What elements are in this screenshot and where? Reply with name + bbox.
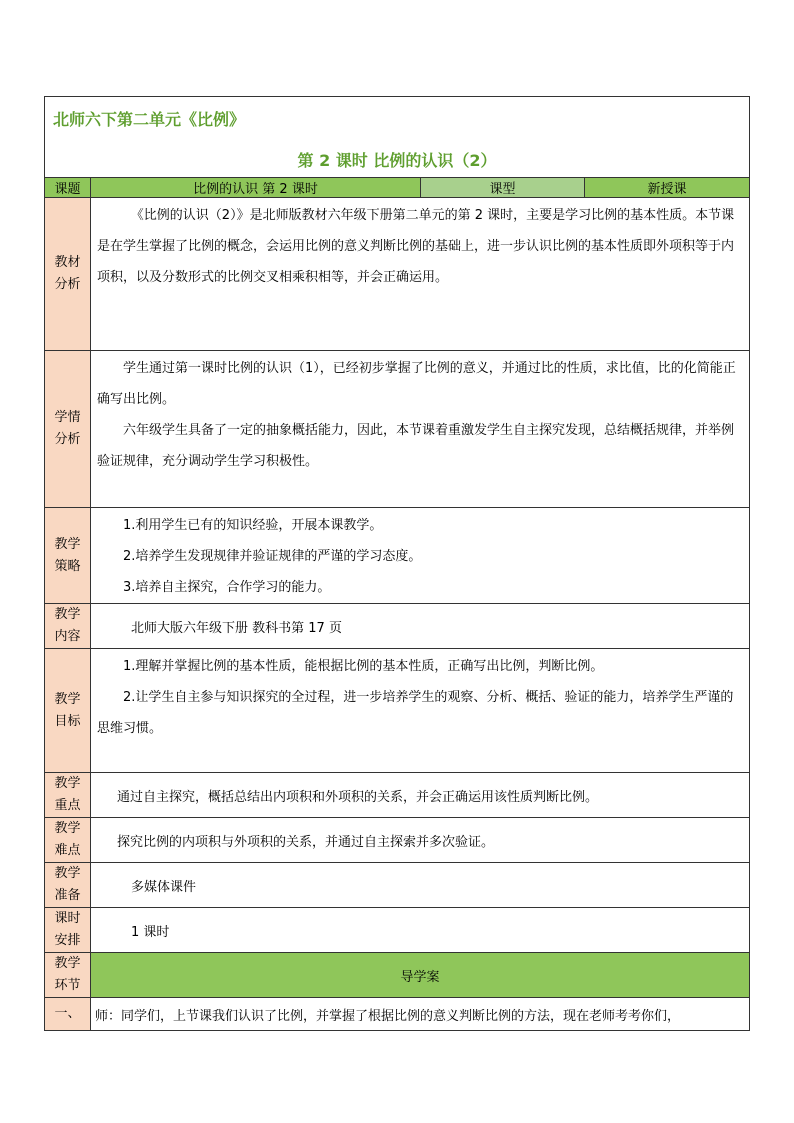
key-points-text: 通过自主探究，概括总结出内项积和外项积的关系，并会正确运用该性质判断比例。 [91, 773, 750, 818]
info-row [45, 178, 750, 198]
list-item: 1.理解并掌握比例的基本性质，能根据比例的基本性质，正确写出比例，判断比例。 [123, 659, 604, 674]
list-item: 3.培养自主探究，合作学习的能力。 [123, 580, 331, 595]
topic-label: 课题 [45, 178, 91, 198]
textbook-analysis-row [45, 198, 750, 351]
strategy-row [45, 508, 750, 604]
topic-value: 比例的认识 第 2 课时 [91, 178, 421, 198]
list-item: 2.让学生自主参与知识探究的全过程，进一步培养学生的观察、分析、概括、验证的能力，培养学生严谨的思维习惯。 [97, 690, 734, 736]
key-points-label: 教学 重点 [45, 773, 91, 818]
difficulties-row [45, 818, 750, 863]
preparation-label: 教学 准备 [45, 863, 91, 908]
lesson-plan-table [44, 96, 750, 1031]
textbook-analysis-text: 《比例的认识（2）》是北师版教材六年级下册第二单元的第 2 课时，主要是学习比例的基本性质。本节课是在学生掌握了比例的概念，会运用比例的意义判断比例的基础上，进一步认识比例的基本性质即外项积等于内项积，以及分数形式的比例交叉相乘积相等，并会正确运用。 [91, 198, 750, 351]
step-one-text: 师：同学们，上节课我们认识了比例，并掌握了根据比例的意义判断比例的方法，现在老师考考你们， [91, 998, 750, 1031]
objectives-label: 教学 目标 [45, 649, 91, 773]
preparation-text: 多媒体课件 [91, 863, 750, 908]
step-one-label: 一、 [45, 998, 91, 1031]
step-one-row [45, 998, 750, 1031]
unit-title: 北师六下第二单元《比例》 [53, 110, 246, 129]
type-value: 新授课 [585, 178, 750, 198]
lesson-plan-document [44, 96, 749, 1031]
guide-header: 导学案 [91, 953, 750, 998]
difficulties-text: 探究比例的内项积与外项积的关系，并通过自主探索并多次验证。 [91, 818, 750, 863]
key-points-row [45, 773, 750, 818]
objectives-list [91, 649, 750, 773]
schedule-text: 1 课时 [91, 908, 750, 953]
stages-label: 教学 环节 [45, 953, 91, 998]
content-label: 教学 内容 [45, 604, 91, 649]
textbook-analysis-label: 教材 分析 [45, 198, 91, 351]
list-item: 1.利用学生已有的知识经验，开展本课教学。 [123, 518, 383, 533]
objectives-row [45, 649, 750, 773]
student-analysis-row [45, 351, 750, 508]
schedule-row [45, 908, 750, 953]
content-row [45, 604, 750, 649]
student-analysis-label: 学情 分析 [45, 351, 91, 508]
stages-row [45, 953, 750, 998]
type-label: 课型 [421, 178, 585, 198]
list-item: 2.培养学生发现规律并验证规律的严谨的学习态度。 [123, 549, 422, 564]
content-text: 北师大版六年级下册 教科书第 17 页 [91, 604, 750, 649]
difficulties-label: 教学 难点 [45, 818, 91, 863]
strategy-label: 教学 策略 [45, 508, 91, 604]
lesson-title: 第 2 课时 比例的认识（2） [297, 151, 497, 170]
student-analysis-text: 学生通过第一课时比例的认识（1），已经初步掌握了比例的意义，并通过比的性质，求比值，比的化简能正确写出比例。 六年级学生具备了一定的抽象概括能力，因此，本节课着重激发学生自主探究发现，总结概括规律，并举例验证规律，充分调动学生学习积极性。 [91, 351, 750, 508]
schedule-label: 课时 安排 [45, 908, 91, 953]
preparation-row [45, 863, 750, 908]
title-block [45, 97, 750, 178]
strategy-list [91, 508, 750, 604]
